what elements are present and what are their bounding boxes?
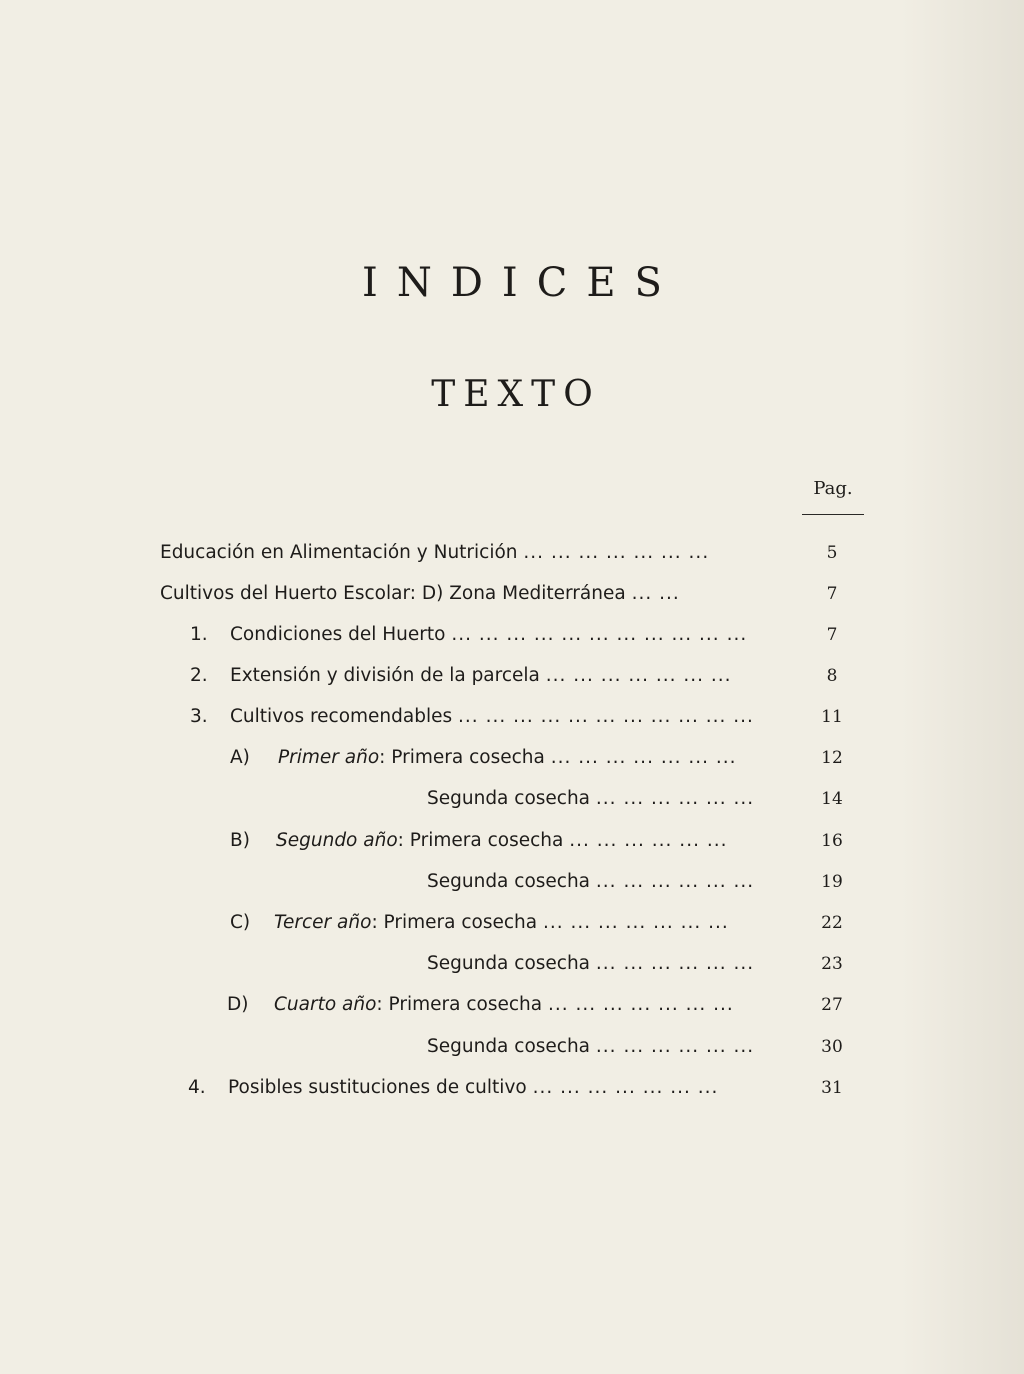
toc-leader-dots: ... ... ... ... ... ... ... xyxy=(532,1077,719,1098)
toc-entry-label: Segunda cosecha xyxy=(427,953,591,974)
toc-leader-dots: ... ... ... ... ... ... ... ... ... ... ... xyxy=(458,706,754,727)
page-column-rule xyxy=(802,514,864,515)
toc-entry xyxy=(0,908,1024,938)
toc-entry-text xyxy=(427,784,754,814)
toc-entry-page: 7 xyxy=(826,584,838,604)
toc-entry-text xyxy=(230,908,729,938)
toc-entry-page: 11 xyxy=(821,707,843,727)
toc-entry xyxy=(0,1032,1024,1062)
page-column-label: Pag. xyxy=(813,478,853,499)
toc-leader-dots: ... ... ... ... ... ... xyxy=(595,953,755,974)
toc-entry-text xyxy=(230,826,727,856)
toc-entry xyxy=(0,949,1024,979)
toc-leader-dots: ... ... ... ... ... ... xyxy=(595,1036,755,1057)
toc-entry-page: 8 xyxy=(826,666,838,686)
toc-entry-page: 7 xyxy=(826,625,838,645)
toc-entry-label: Condiciones del Huerto xyxy=(230,624,446,645)
toc-leader-dots: ... ... ... ... ... ... ... xyxy=(547,994,734,1015)
toc-entry-label: Educación en Alimentación y Nutrición xyxy=(160,542,518,563)
toc-leader-dots: ... ... ... ... ... ... ... xyxy=(550,747,737,768)
toc-entry-page: 23 xyxy=(821,954,843,974)
toc-entry xyxy=(0,661,1024,691)
toc-entry-text xyxy=(190,661,732,691)
toc-entry xyxy=(0,990,1024,1020)
toc-entry xyxy=(0,784,1024,814)
toc-entry-label: Posibles sustituciones de cultivo xyxy=(228,1077,527,1098)
toc-entry-number: 3. xyxy=(190,706,208,727)
toc-entry-text xyxy=(427,949,754,979)
toc-entry-year: Segundo año xyxy=(276,830,398,851)
toc-entry-number: 2. xyxy=(190,665,208,686)
toc-entry-number: D) xyxy=(227,994,249,1015)
toc-entry-page: 27 xyxy=(821,995,843,1015)
toc-entry-label: : Primera cosecha xyxy=(371,912,538,933)
toc-entry-text xyxy=(160,579,680,609)
toc-entry-text xyxy=(188,1073,718,1103)
toc-entry-label: : Primera cosecha xyxy=(397,830,564,851)
toc-entry xyxy=(0,579,1024,609)
toc-leader-dots: ... ... ... ... ... ... ... xyxy=(545,665,732,686)
toc-entry-text xyxy=(427,1032,754,1062)
toc-leader-dots: ... ... xyxy=(631,583,680,604)
toc-entry-text xyxy=(190,620,747,650)
toc-entry-number: B) xyxy=(230,830,250,851)
toc-entry-label: Cultivos del Huerto Escolar: D) Zona Mediterránea xyxy=(160,583,626,604)
toc-entry-page: 16 xyxy=(821,831,843,851)
toc-entry xyxy=(0,538,1024,568)
toc-leader-dots: ... ... ... ... ... ... xyxy=(569,830,728,851)
toc-entry-year: Primer año xyxy=(278,747,380,768)
toc-leader-dots: ... ... ... ... ... ... ... ... ... ... ... xyxy=(451,624,748,645)
toc-leader-dots: ... ... ... ... ... ... xyxy=(595,871,755,892)
toc-entry xyxy=(0,826,1024,856)
toc-entry-label: Segunda cosecha xyxy=(427,871,591,892)
toc-entry-label: : Primera cosecha xyxy=(376,994,543,1015)
toc-entry-page: 22 xyxy=(821,913,843,933)
toc-entry xyxy=(0,743,1024,773)
toc-entry-page: 5 xyxy=(826,543,838,563)
toc-entry-number: 1. xyxy=(190,624,208,645)
toc-entry-text xyxy=(160,538,709,568)
toc-entry-year: Tercer año xyxy=(274,912,372,933)
toc-entry-number: A) xyxy=(230,747,250,768)
toc-entry xyxy=(0,702,1024,732)
toc-leader-dots: ... ... ... ... ... ... xyxy=(595,788,755,809)
toc-entry-page: 12 xyxy=(821,748,843,768)
page-title: INDICES xyxy=(362,260,681,306)
toc-entry-page: 30 xyxy=(821,1037,843,1057)
toc-entry-label: Segunda cosecha xyxy=(427,1036,591,1057)
toc-entry-page: 31 xyxy=(821,1078,843,1098)
toc-entry-number: C) xyxy=(230,912,251,933)
toc-entry xyxy=(0,620,1024,650)
toc-leader-dots: ... ... ... ... ... ... ... xyxy=(523,542,710,563)
toc-entry-number: 4. xyxy=(188,1077,206,1098)
toc-entry-label: : Primera cosecha xyxy=(379,747,545,768)
toc-entry xyxy=(0,1073,1024,1103)
toc-leader-dots: ... ... ... ... ... ... ... xyxy=(543,912,729,933)
toc-entry-page: 19 xyxy=(821,872,843,892)
toc-entry-text xyxy=(227,990,734,1020)
toc-entry-year: Cuarto año xyxy=(274,994,377,1015)
toc-entry-page: 14 xyxy=(821,789,843,809)
toc-entry-label: Extensión y división de la parcela xyxy=(230,665,540,686)
toc-entry xyxy=(0,867,1024,897)
toc-entry-text xyxy=(190,702,754,732)
toc-entry-text xyxy=(230,743,737,773)
toc-entry-label: Cultivos recomendables xyxy=(230,706,453,727)
section-title: TEXTO xyxy=(431,374,601,415)
toc-entry-text xyxy=(427,867,754,897)
toc-entry-label: Segunda cosecha xyxy=(427,788,591,809)
